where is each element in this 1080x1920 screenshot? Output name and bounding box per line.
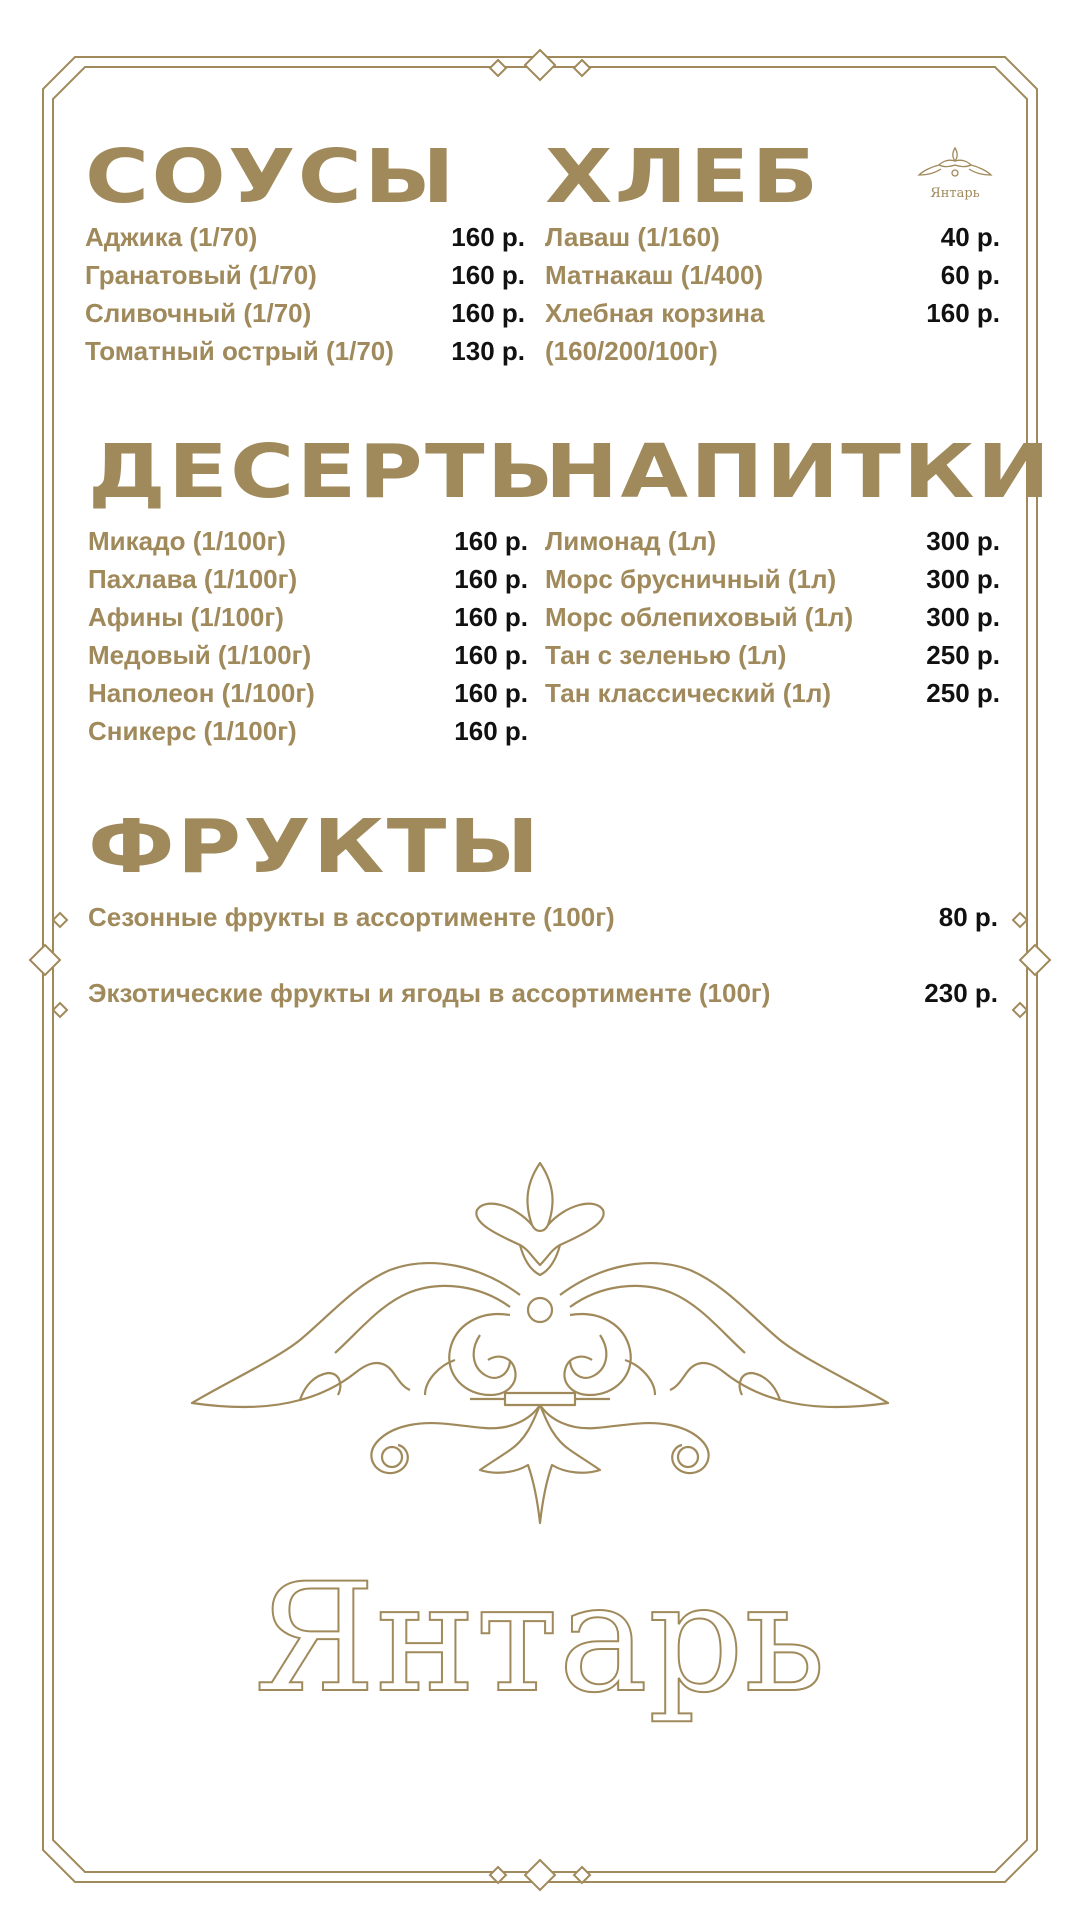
menu-item: [545, 526, 1000, 564]
menu-item: [85, 336, 525, 374]
item-name: Лимонад (1л): [545, 526, 717, 556]
ornament-logo-icon: [915, 145, 995, 205]
item-price: 160 р.: [454, 716, 528, 746]
item-name: Сезонные фрукты в ассортименте (100г): [88, 902, 615, 932]
item-price: 80 р.: [938, 902, 998, 932]
item-price: 300 р.: [926, 602, 1000, 632]
menu-item: [545, 602, 1000, 640]
menu-item: [88, 716, 528, 754]
drinks-list: [545, 526, 1000, 716]
desserts-list: [88, 526, 528, 754]
menu-item: [545, 222, 1000, 260]
item-name: Афины (1/100г): [88, 602, 284, 632]
item-name: Аджика (1/70): [85, 222, 258, 252]
item-price: 230 р.: [924, 978, 998, 1008]
section-title-drinks: НАПИТКИ: [545, 429, 1053, 515]
item-price: 160 р.: [454, 526, 528, 556]
item-name: Тан классический (1л): [545, 678, 831, 708]
menu-item: [545, 260, 1000, 298]
item-name: Экзотические фрукты и ягоды в ассортименте (100г): [88, 978, 771, 1008]
item-name: Сникерс (1/100г): [88, 716, 297, 746]
item-price: 60 р.: [940, 260, 1000, 290]
item-price: 160 р.: [454, 602, 528, 632]
item-name: Гранатовый (1/70): [85, 260, 317, 290]
menu-item: [88, 526, 528, 564]
menu-item: [85, 222, 525, 260]
menu-item: [545, 564, 1000, 602]
menu-item: [545, 336, 1000, 374]
section-title-fruits: ФРУКТЫ: [88, 804, 542, 890]
item-price: 160 р.: [451, 298, 525, 328]
item-name: Сливочный (1/70): [85, 298, 312, 328]
menu-item: [85, 260, 525, 298]
item-name: (160/200/100г): [545, 336, 718, 366]
item-name: Лаваш (1/160): [545, 222, 720, 252]
item-price: 300 р.: [926, 526, 1000, 556]
item-price: 160 р.: [926, 298, 1000, 328]
menu-item: [88, 640, 528, 678]
menu-item: [88, 902, 998, 940]
item-price: 160 р.: [451, 222, 525, 252]
item-price: 250 р.: [926, 640, 1000, 670]
svg-text:Янтарь: Янтарь: [254, 1552, 826, 1725]
item-name: Морс облепиховый (1л): [545, 602, 854, 632]
menu-item: [545, 678, 1000, 716]
item-price: 160 р.: [454, 678, 528, 708]
sauces-list: [85, 222, 525, 374]
item-price: 250 р.: [926, 678, 1000, 708]
item-price: 130 р.: [451, 336, 525, 366]
menu-item: [88, 564, 528, 602]
section-title-sauces: СОУСЫ: [85, 134, 457, 220]
svg-text:Янтарь: Янтарь: [930, 186, 980, 201]
bread-list: [545, 222, 1000, 374]
section-title-desserts: ДЕСЕРТЫ: [88, 429, 580, 515]
item-name: Хлебная корзина: [545, 298, 765, 328]
menu-item: [88, 978, 998, 1016]
ornament-emblem-icon: [180, 1145, 900, 1725]
item-name: Морс брусничный (1л): [545, 564, 837, 594]
menu-item: [85, 298, 525, 336]
item-price: 160 р.: [454, 564, 528, 594]
item-name: Наполеон (1/100г): [88, 678, 315, 708]
item-name: Медовый (1/100г): [88, 640, 312, 670]
item-price: 40 р.: [940, 222, 1000, 252]
item-name: Томатный острый (1/70): [85, 336, 394, 366]
item-name: Пахлава (1/100г): [88, 564, 298, 594]
item-price: 160 р.: [451, 260, 525, 290]
menu-item: [545, 298, 1000, 336]
item-name: Микадо (1/100г): [88, 526, 286, 556]
menu-item: [545, 640, 1000, 678]
section-title-bread: ХЛЕБ: [545, 134, 821, 220]
item-name: Матнакаш (1/400): [545, 260, 764, 290]
item-price: 300 р.: [926, 564, 1000, 594]
item-price: 160 р.: [454, 640, 528, 670]
item-name: Тан с зеленью (1л): [545, 640, 787, 670]
menu-item: [88, 602, 528, 640]
menu-item: [88, 678, 528, 716]
